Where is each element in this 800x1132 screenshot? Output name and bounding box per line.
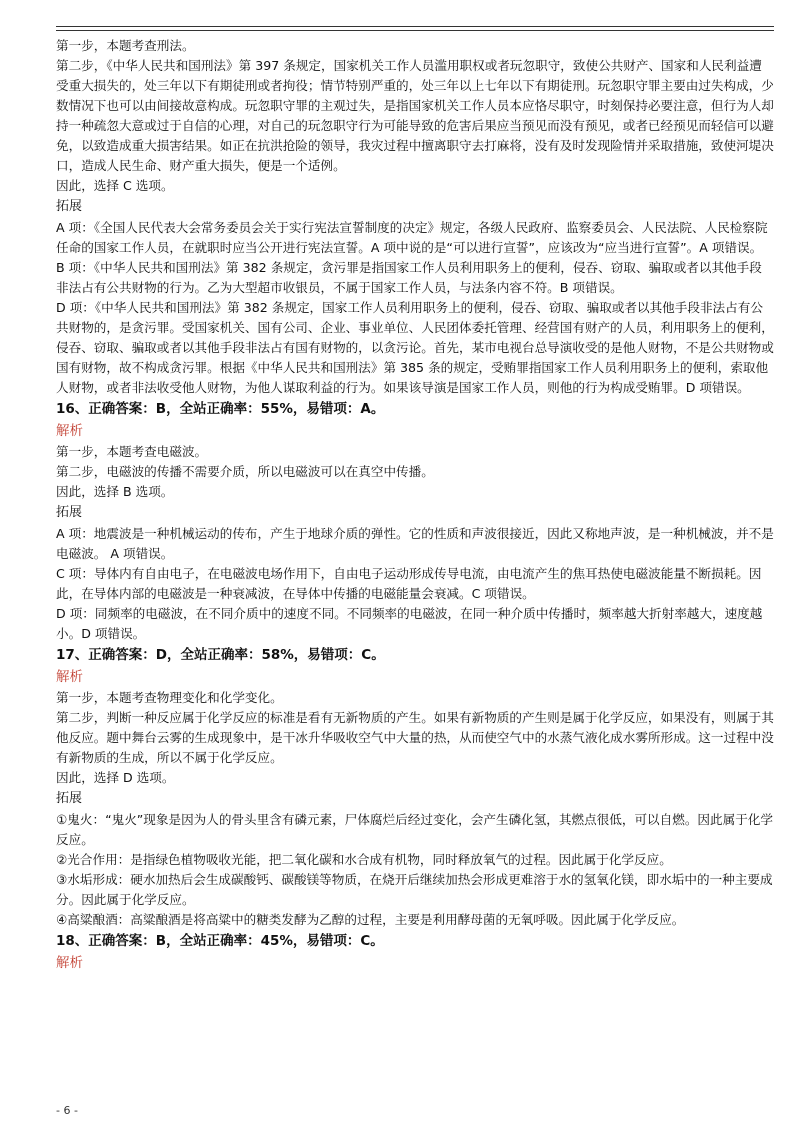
paragraph: ①鬼火：“鬼火”现象是因为人的骨头里含有磷元素，尸体腐烂后经过变化，会产生磷化氢，其燃点很低，可以自燃。因此属于化学反应。 <box>56 812 773 847</box>
analysis-heading: 解析 <box>56 955 83 971</box>
paragraph: 因此，选择 D 选项。 <box>56 770 175 785</box>
analysis-heading: 解析 <box>56 669 83 685</box>
expansion-heading: 拓展 <box>56 199 83 214</box>
paragraph: 第二步，《中华人民共和国刑法》第 397 条规定，国家机关工作人员滥用职权或者玩忽职守，致使公共财产、国家和人民利益遭受重大损失的，处三年以下有期徒刑或者拘役；情节特别严重的，处三年以上七年以下有期徒刑。玩忽职守罪主要由过失构成，少数情况下也可以由间接故意构成。玩忽职守罪的主观过失，是指国家机关工作人员本应恪尽职守，时刻保持必要注意，但行为人却持一种疏忽大意或过于自信的心理，对自己的玩忽职守行为可能导致的危害后果应当预见而没有预见，或者已经预见而轻信可以避免，以致造成重大损害结果。如正在抗洪抢险的领导，我灾过程中擅离职守去打麻将，没有及时发现险情并采取措施，致使河堤决口，造成人民生命、财产重大损失，便是一个适例。 <box>56 58 774 173</box>
paragraph: 第二步，电磁波的传播不需要介质，所以电磁波可以在真空中传播。 <box>56 464 434 479</box>
page-number: - 6 - <box>56 1104 78 1117</box>
paragraph: 因此，选择 B 选项。 <box>56 484 174 499</box>
analysis-heading: 解析 <box>56 423 83 439</box>
paragraph: 第一步，本题考查刑法。 <box>56 38 195 53</box>
paragraph: 因此，选择 C 选项。 <box>56 178 174 193</box>
paragraph: D 项：《中华人民共和国刑法》第 382 条规定，国家工作人员利用职务上的便利，侵吞、窃取、骗取或者以其他手段非法占有公共财物的，是贪污罪。受国家机关、国有公司、企业、事业单位、人民团体委托管理、经营国有财产的人员，利用职务上的便利，侵吞、窃取、骗取或者以其他手段非法占有国有财物的，以贪污论。首先，某市电视台总导演收受的是他人财物，不是公共财物或国有财物，故不构成贪污罪。根据《中华人民共和国刑法》第 385 条的规定，受贿罪指国家工作人员利用职务上的便利，索取他人财物，或者非法收受他人财物，为他人谋取利益的行为。如果该导演是国家工作人员，则他的行为构成受贿罪。D 项错误。 <box>56 300 774 395</box>
paragraph: A 项：地震波是一种机械运动的传布，产生于地球介质的弹性。它的性质和声波很接近，因此又称地声波，是一种机械波，并不是电磁波。 A 项错误。 <box>56 526 774 561</box>
paragraph: C 项：导体内有自由电子，在电磁波电场作用下，自由电子运动形成传导电流，由电流产生的焦耳热使电磁波能量不断损耗。因此，在导体内部的电磁波是一种衰减波，在导体中传播的电磁能量会衰减。C 项错误。 <box>56 566 762 601</box>
paragraph: A 项：《全国人民代表大会常务委员会关于实行宪法宣誓制度的决定》规定，各级人民政府、监察委员会、人民法院、人民检察院任命的国家工作人员，在就职时应当公开进行宪法宣誓。A 项中说的是“可以进行宣誓”，应该改为“应当进行宣誓”。A 项错误。 <box>56 220 768 255</box>
answer-line: 18、正确答案：B，全站正确率：45%，易错项：C。 <box>56 933 384 949</box>
paragraph: 第一步，本题考查物理变化和化学变化。 <box>56 690 283 705</box>
document-body <box>56 36 774 974</box>
paragraph: 第一步，本题考查电磁波。 <box>56 444 208 459</box>
expansion-heading: 拓展 <box>56 505 83 520</box>
paragraph: ②光合作用：是指绿色植物吸收光能，把二氧化碳和水合成有机物，同时释放氧气的过程。因此属于化学反应。 <box>56 852 672 867</box>
paragraph: ③水垢形成：硬水加热后会生成碳酸钙、碳酸镁等物质，在烧开后继续加热会形成更难溶于水的氢氧化镁，即水垢中的一种主要成分。因此属于化学反应。 <box>56 872 773 907</box>
expansion-heading: 拓展 <box>56 791 83 806</box>
paragraph: D 项：同频率的电磁波，在不同介质中的速度不同。不同频率的电磁波，在同一种介质中传播时，频率越大折射率越大，速度越小。D 项错误。 <box>56 606 763 641</box>
header-rule-bottom <box>56 30 774 31</box>
header-rule-top <box>56 26 774 27</box>
paragraph: B 项：《中华人民共和国刑法》第 382 条规定，贪污罪是指国家工作人员利用职务上的便利，侵吞、窃取、骗取或者以其他手段非法占有公共财物的行为。乙为大型超市收银员，不属于国家工作人员，与法条内容不符。B 项错误。 <box>56 260 762 295</box>
paragraph: ④高粱酿酒：高粱酿酒是将高粱中的糖类发酵为乙醇的过程，主要是利用酵母菌的无氧呼吸。因此属于化学反应。 <box>56 912 685 927</box>
paragraph: 第二步，判断一种反应属于化学反应的标准是看有无新物质的产生。如果有新物质的产生则是属于化学反应，如果没有，则属于其他反应。题中舞台云雾的生成现象中，是干冰升华吸收空气中大量的热，从而使空气中的水蒸气液化成水雾所形成。这一过程中没有新物质的生成，所以不属于化学反应。 <box>56 710 774 765</box>
answer-line: 17、正确答案：D，全站正确率：58%，易错项：C。 <box>56 647 385 663</box>
answer-line: 16、正确答案：B，全站正确率：55%，易错项：A。 <box>56 401 385 417</box>
